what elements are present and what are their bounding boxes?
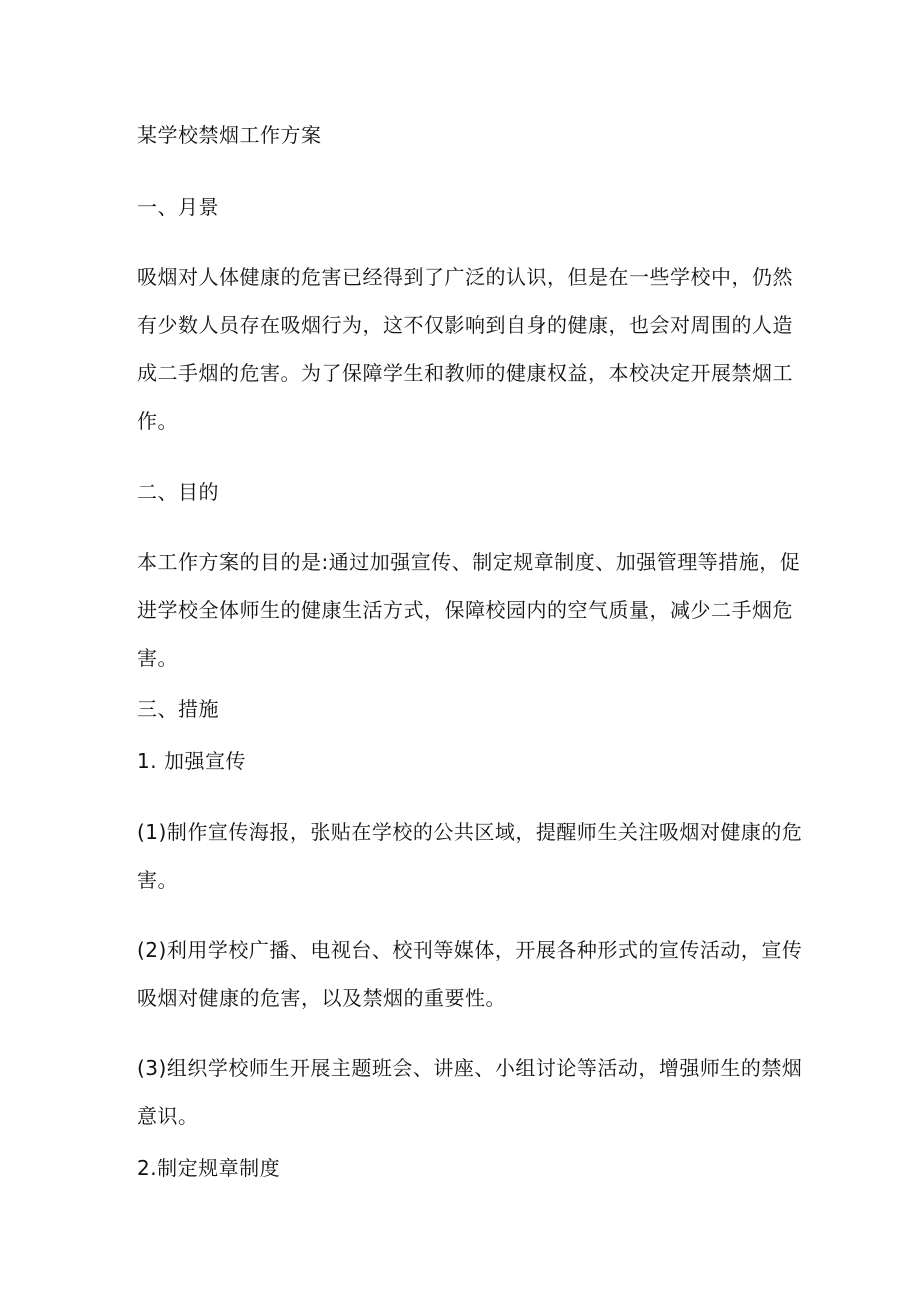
section-heading-purpose: 二、目的 [137,480,219,504]
subsection-heading-publicity: 1. 加强宣传 [137,749,246,773]
paragraph-line: 吸烟对人体健康的危害已经得到了广泛的认识，但是在一些学校中，仍然 [137,265,793,289]
section-heading-background: 一、月景 [137,195,219,219]
document-title: 某学校禁烟工作方案 [137,123,322,147]
paragraph-line: 进学校全体师生的健康生活方式，保障校园内的空气质量，减少二手烟危 [137,598,793,622]
paragraph-line: 害。 [137,646,178,670]
list-item-line: (3)组织学校师生开展主题班会、讲座、小组讨论等活动，增强师生的禁烟 [137,1056,803,1080]
section-heading-measures: 三、措施 [137,697,219,721]
list-item-line: 意识。 [137,1104,199,1128]
list-item-line: (1)制作宣传海报，张贴在学校的公共区域，提醒师生关注吸烟对健康的危 [137,820,803,844]
paragraph-line: 作。 [137,409,178,433]
list-item-line: 吸烟对健康的危害，以及禁烟的重要性。 [137,986,506,1010]
paragraph-line: 本工作方案的目的是:通过加强宣传、制定规章制度、加强管理等措施，促 [137,550,801,574]
paragraph-line: 有少数人员存在吸烟行为，这不仅影响到自身的健康，也会对周围的人造 [137,313,793,337]
list-item-line: (2)利用学校广播、电视台、校刊等媒体，开展各种形式的宣传活动，宣传 [137,938,803,962]
subsection-heading-regulations: 2.制定规章制度 [137,1156,281,1180]
paragraph-line: 成二手烟的危害。为了保障学生和教师的健康权益，本校决定开展禁烟工 [137,361,793,385]
list-item-line: 害。 [137,868,178,892]
